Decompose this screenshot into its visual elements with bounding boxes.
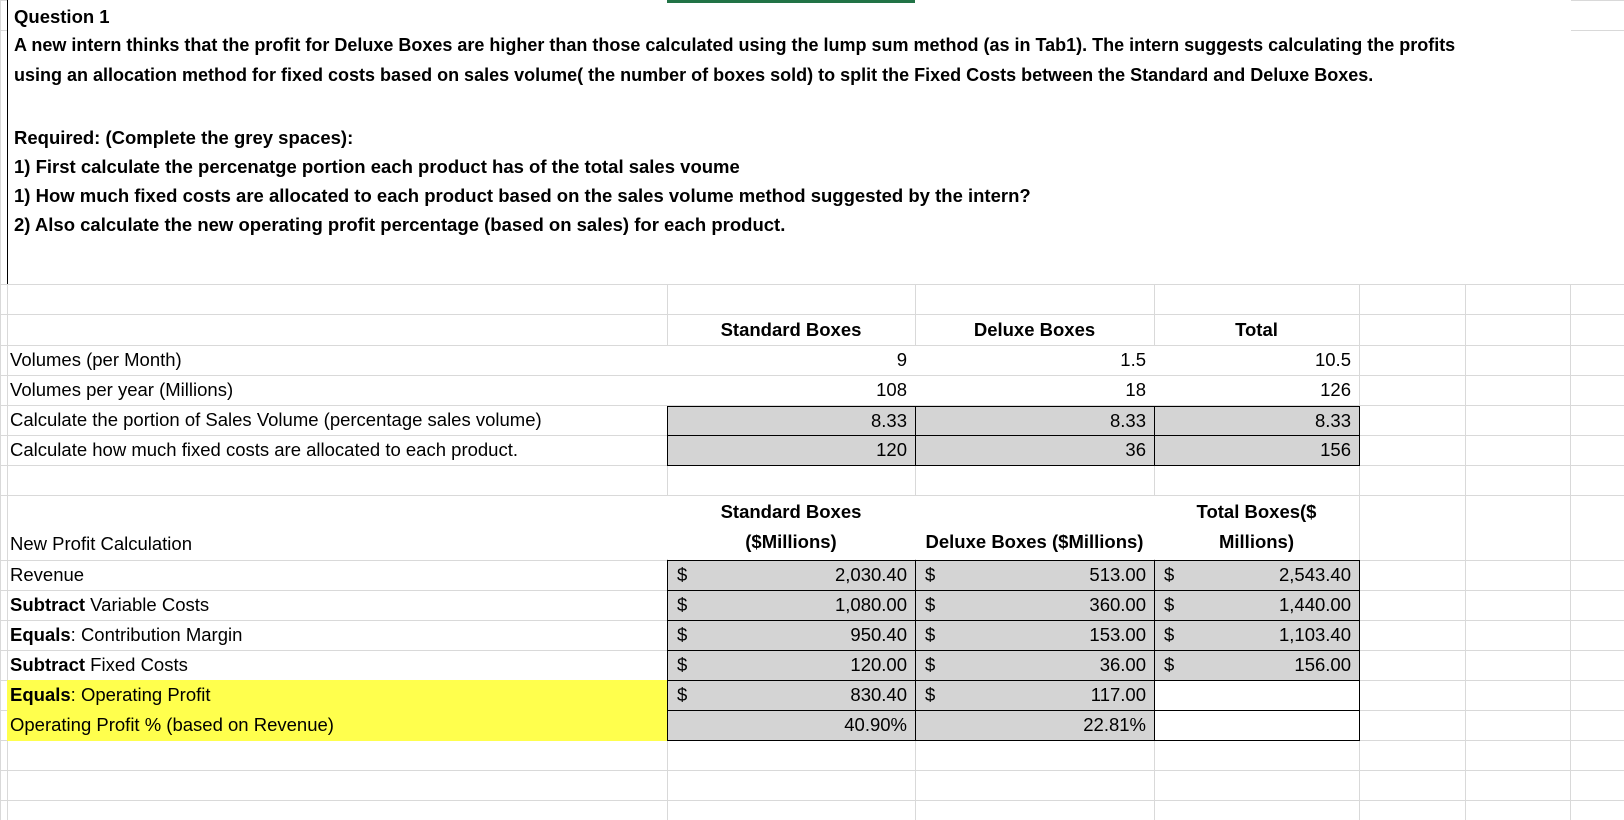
currency-symbol: $ [677,624,688,645]
required-item-2: 1) How much fixed costs are allocated to each product based on the sales volume method suggested by the intern? [14,185,1031,206]
row-label-revenue [0,561,667,590]
currency-symbol: $ [677,654,688,675]
cell-standard-portion[interactable]: 8.33 [667,406,916,436]
row-label-fixed-cost-allocation: Calculate how much fixed costs are allocated to each product. [10,439,519,460]
profit-header-total-line2: Millions) [1218,531,1295,552]
cell-total-variable-costs[interactable] [1154,590,1360,621]
row-label-fixed-costs [0,651,667,680]
row-label-operating-profit [0,681,667,710]
profit-header-deluxe [915,496,1154,559]
currency-symbol: $ [925,684,936,705]
header-deluxe-boxes: Deluxe Boxes [973,319,1096,340]
row-label-prefix: Equals [10,684,71,705]
row-label-text: Variable Costs [85,594,210,615]
cell-value: 360.00 [1089,594,1146,615]
row-label-volumes-year: Volumes per year (Millions) [10,379,234,400]
row-label-volumes-month: Volumes (per Month) [10,349,182,370]
header-standard-boxes: Standard Boxes [720,319,862,340]
row-label-portion-sales-volume: Calculate the portion of Sales Volume (percentage sales volume) [10,409,542,430]
cell-total-operating-profit[interactable] [1154,680,1360,711]
cell-value: 117.00 [1090,684,1146,705]
cell-total-fixed-costs[interactable] [1154,650,1360,681]
currency-symbol: $ [925,624,936,645]
cell-deluxe-operating-profit[interactable] [915,680,1155,711]
cell-value: 156.00 [1294,654,1351,675]
row-label-operating-profit-pct [0,711,667,740]
required-item-3: 2) Also calculate the new operating profit percentage (based on sales) for each product. [14,214,786,235]
question-block [7,0,1571,284]
cell-total-contribution-margin[interactable] [1154,620,1360,651]
header-total: Total [1235,319,1278,340]
cell-value: 1,440.00 [1278,594,1351,615]
cell-standard-variable-costs[interactable] [667,590,916,621]
row-label-text: Operating Profit % (based on Revenue) [10,714,334,735]
cell-value: 513.00 [1089,564,1146,585]
question-line-1: A new intern thinks that the profit for Deluxe Boxes are higher than those calculated using the lump sum method (as in Tab1). The intern suggests calculating the profits [14,35,1456,55]
row-label-text: : Contribution Margin [70,624,243,645]
cell-deluxe-revenue[interactable] [915,560,1155,591]
row-label-text: Fixed Costs [85,654,188,675]
grid-line [0,314,1624,315]
cell-value: 830.40 [850,684,907,705]
grid-line [0,284,1624,285]
currency-symbol: $ [1164,654,1175,675]
cell-value: 153.00 [1089,624,1146,645]
currency-symbol: $ [1164,624,1175,645]
grid-line [0,770,1624,771]
currency-symbol: $ [1164,564,1175,585]
cell-deluxe-volume-year[interactable]: 18 [915,376,1154,405]
cell-deluxe-operating-profit-pct[interactable] [915,710,1155,741]
cell-standard-fixed-allocation[interactable]: 120 [667,435,916,466]
row-label-prefix: Equals [10,624,71,645]
cell-standard-operating-profit[interactable] [667,680,916,711]
currency-symbol: $ [1164,594,1175,615]
cell-deluxe-contribution-margin[interactable] [915,620,1155,651]
question-title: Question 1 [14,6,110,27]
cell-standard-volume-year[interactable]: 108 [667,376,915,405]
row-label-contribution-margin [0,621,667,650]
question-line-2: using an allocation method for fixed costs based on sales volume( the number of boxes sold) to split the Fixed Costs between the Standard and Deluxe Boxes. [14,65,1374,85]
cell-total-fixed-allocation[interactable]: 156 [1154,435,1360,466]
profit-header-standard-line1: Standard Boxes [720,501,862,522]
profit-header-standard [667,496,915,559]
cell-standard-volume-month[interactable]: 9 [667,346,915,375]
profit-header-deluxe-label: Deluxe Boxes ($Millions) [925,531,1144,552]
cell-value: 1,103.40 [1278,624,1351,645]
profit-header-standard-line2: ($Millions) [745,531,837,552]
cell-value: 950.40 [850,624,907,645]
currency-symbol: $ [677,594,688,615]
cell-standard-contribution-margin[interactable] [667,620,916,651]
cell-value: 2,030.40 [834,564,907,585]
currency-symbol: $ [677,684,688,705]
currency-symbol: $ [677,564,688,585]
cell-deluxe-portion[interactable]: 8.33 [915,406,1155,436]
cell-deluxe-volume-month[interactable]: 1.5 [915,346,1154,375]
cell-value: 36.00 [1099,654,1146,675]
grid-line [0,800,1624,801]
row-label-prefix: Subtract [10,654,86,675]
cell-value: 120.00 [850,654,907,675]
profit-section-title: New Profit Calculation [10,533,192,554]
cell-deluxe-variable-costs[interactable] [915,590,1155,621]
cell-value: 1,080.00 [834,594,907,615]
row-label-prefix: Subtract [10,594,86,615]
cell-standard-operating-profit-pct[interactable] [667,710,916,741]
selected-cell-indicator [667,0,915,3]
currency-symbol: $ [925,654,936,675]
required-item-1: 1) First calculate the percenatge portion each product has of the total sales voume [14,156,740,177]
cell-deluxe-fixed-allocation[interactable]: 36 [915,435,1155,466]
cell-total-operating-profit-pct[interactable] [1154,710,1360,741]
cell-standard-revenue[interactable] [667,560,916,591]
cell-total-volume-month[interactable]: 10.5 [1154,346,1359,375]
cell-total-revenue[interactable] [1154,560,1360,591]
row-label-text: Revenue [10,564,85,585]
profit-header-total-line1: Total Boxes($ [1196,501,1317,522]
cell-value: 22.81% [1083,714,1146,735]
profit-header-total [1154,496,1359,559]
cell-value: 2,543.40 [1278,564,1351,585]
cell-standard-fixed-costs[interactable] [667,650,916,681]
currency-symbol: $ [925,594,936,615]
row-label-text: : Operating Profit [70,684,211,705]
cell-deluxe-fixed-costs[interactable] [915,650,1155,681]
required-heading: Required: (Complete the grey spaces): [14,127,354,148]
cell-total-portion[interactable]: 8.33 [1154,406,1360,436]
currency-symbol: $ [925,564,936,585]
cell-value: 40.90% [844,714,907,735]
row-label-variable-costs [0,591,667,620]
cell-total-volume-year[interactable]: 126 [1154,376,1359,405]
